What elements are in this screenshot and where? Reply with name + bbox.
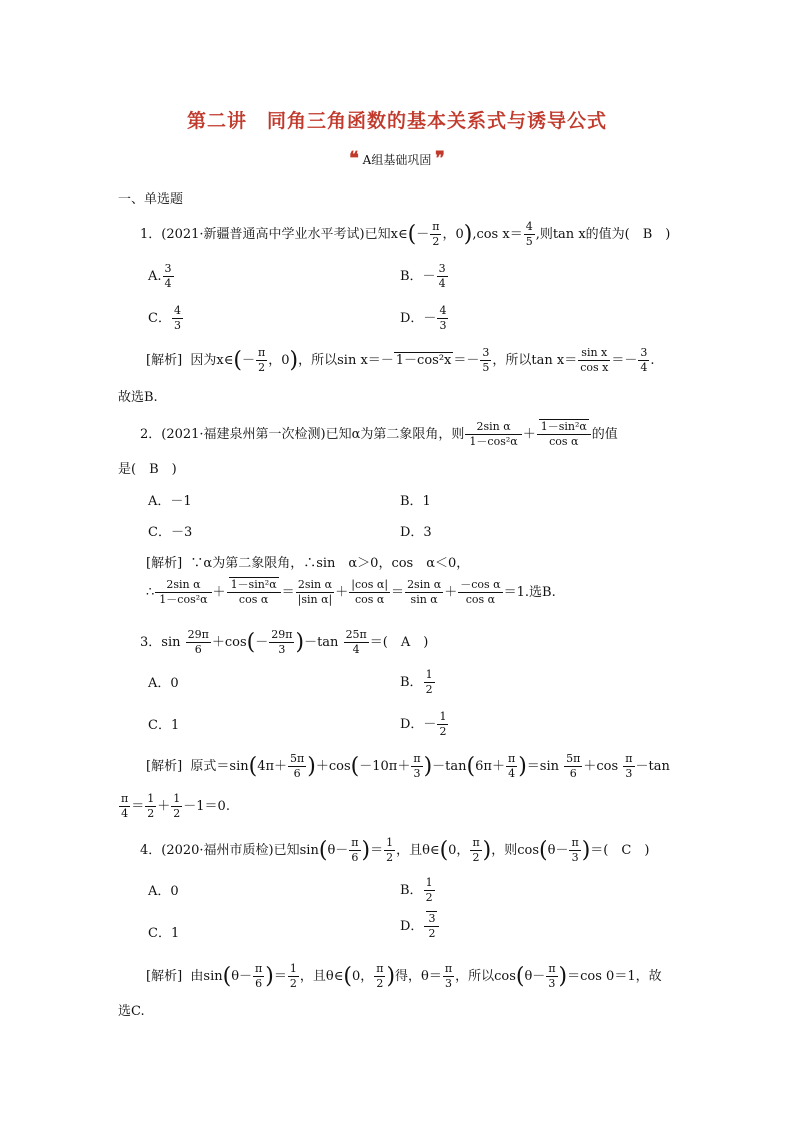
question-4-stem: 4．(2020·福州市质检)已知sin(θ－ $\frac{\pi}{6}$ )＝ $\frac{1}{2}$ ，且θ∈(0， $\frac{\pi}{2}$ )，则cos(θ－ $\frac{\pi}{3}$ )＝( C ) xyxy=(140,836,650,864)
question-3-option-b: B． $\frac{1}{2}$ xyxy=(400,668,433,696)
question-2-option-d: D．3 xyxy=(400,525,432,540)
question-1-option-a: A. $\frac{3}{4}$ xyxy=(148,262,172,290)
question-4-option-b: B． $\frac{1}{2}$ xyxy=(400,876,433,904)
page-title: 第二讲 同角三角函数的基本关系式与诱导公式 xyxy=(186,110,607,132)
question-3-option-a: A．0 xyxy=(148,676,179,691)
question-2-stem: 2．(2021·福建泉州第一次检测)已知α为第二象限角，则 $\frac{\text{2sin α}}{\text{1－cos²α}}$ ＋ $\frac{\text{1－sin²α}}{\text{cos α}}$ 的值 xyxy=(140,420,618,448)
question-2-analysis-formula: ∴ $\frac{\text{2sin α}}{\text{1－cos²α}}$ ＋ $\frac{\text{1－sin²α}}{\text{cos α}}$ ＝ $\frac{\text{2sin α}}{\text{|sin α|}}$ ＋ $\frac{\text{|cos α|}}{\text{cos α}}$ ＝ $\frac{\text{2sin α}}{\text{sin α}}$ ＋ $\frac{\text{－cos α}}{\text{cos α}}$ ＝1.选B. xyxy=(146,578,556,606)
question-2-option-b: B．1 xyxy=(400,494,431,509)
question-3-option-d: D．－ $\frac{1}{2}$ xyxy=(400,710,447,738)
question-1-analysis: [解析] 因为x∈(－ $\frac{\pi}{2}$ ，0)，所以sin x＝－ 1－cos²x ＝－ $\frac{3}{5}$ ，所以tan x＝ $\frac{\text{sin x}}{\text{cos x}}$ ＝－ $\frac{3}{4}$ . xyxy=(146,346,655,374)
question-1-conclusion: 故选B. xyxy=(118,390,158,405)
question-3-analysis: [解析] 原式＝sin(4π＋ $\frac{5\pi}{6}$ )＋cos(－10π＋ $\frac{\pi}{3}$ )－tan(6π＋ $\frac{\pi}{4}$ )＝sin $\frac{5\pi}{6}$ ＋cos $\frac{\pi}{3}$ －tan xyxy=(146,752,670,780)
question-3-stem: 3．sin $\frac{29\pi}{6}$ ＋cos(－ $\frac{29\pi}{3}$ )－tan $\frac{25\pi}{4}$ ＝( A ) xyxy=(140,628,429,656)
section-heading: 一、单选题 xyxy=(118,192,184,207)
question-1-option-d: D．－ $\frac{4}{3}$ xyxy=(400,304,447,332)
question-2-option-c: C．－3 xyxy=(148,525,193,540)
question-1-option-b: B．－ $\frac{3}{4}$ xyxy=(400,262,446,290)
question-4-option-c: C．1 xyxy=(148,926,180,941)
question-4-option-a: A．0 xyxy=(148,884,179,899)
question-1-option-c: C． $\frac{4}{3}$ xyxy=(148,304,181,332)
question-2-option-a: A．－1 xyxy=(148,494,192,509)
question-3-analysis-cont: $\frac{\pi}{4}$ ＝ $\frac{1}{2}$ ＋ $\frac{1}{2}$ －1＝0. xyxy=(121,792,230,820)
question-1-stem: 1．(2021·新疆普通高中学业水平考试)已知x∈(－ $\frac{\pi}{2}$ ，0),cos x＝ $\frac{4}{5}$ ,则tan x的值为( B ) xyxy=(140,220,671,248)
group-badge xyxy=(0,148,794,169)
question-2-stem-cont: 是( B ) xyxy=(118,462,177,477)
group-badge-label: A组基础巩固 xyxy=(362,153,432,167)
open-quote-icon: ❝ xyxy=(349,148,359,169)
question-2-analysis: [解析] ∵α为第二象限角，∴sin α＞0，cos α＜0， xyxy=(146,556,470,571)
question-4-conclusion: 选C. xyxy=(118,1004,145,1019)
question-4-analysis: [解析] 由sin(θ－ $\frac{\pi}{6}$ )＝ $\frac{1}{2}$ ，且θ∈(0， $\frac{\pi}{2}$ )得，θ＝ $\frac{\pi}{3}$ ，所以cos(θ－ $\frac{\pi}{3}$ )＝cos 0＝1，故 xyxy=(146,962,662,990)
question-3-option-c: C．1 xyxy=(148,718,180,733)
close-quote-icon: ❞ xyxy=(435,148,445,169)
question-4-option-d: D． $\frac{3}{2}$ xyxy=(400,912,440,941)
